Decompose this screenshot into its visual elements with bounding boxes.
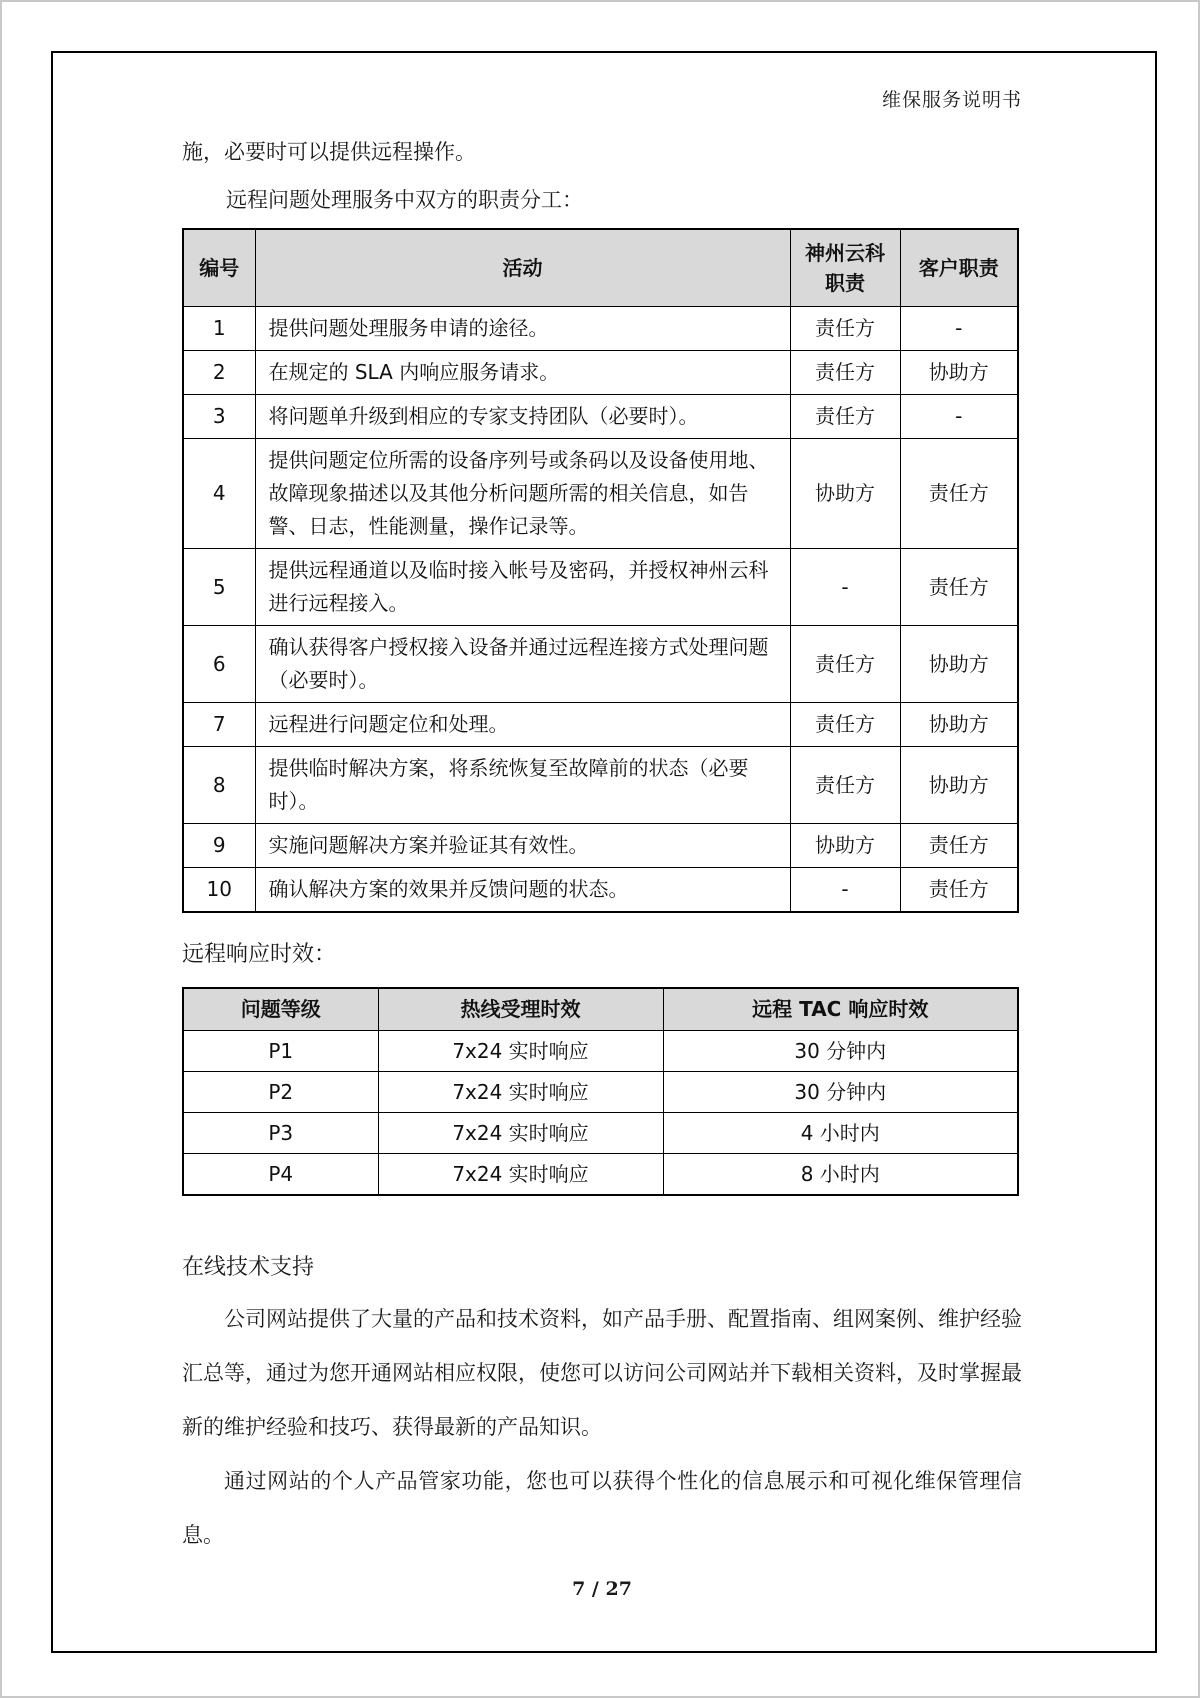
cell-activity: 将问题单升级到相应的专家支持团队（必要时）。 — [255, 395, 790, 439]
cell-activity: 提供问题处理服务申请的途径。 — [255, 307, 790, 351]
cell-no: 4 — [183, 439, 255, 549]
cell-vendor: 协助方 — [790, 439, 900, 549]
cell-activity: 确认解决方案的效果并反馈问题的状态。 — [255, 868, 790, 913]
cell-customer: - — [900, 307, 1018, 351]
cell-vendor: 责任方 — [790, 351, 900, 395]
sla-col-header: 远程 TAC 响应时效 — [663, 988, 1018, 1031]
response-time-header-row — [183, 988, 1018, 1031]
responsibility-table-row — [183, 307, 1018, 351]
table-lead-text: 远程问题处理服务中双方的职责分工： — [226, 188, 583, 212]
cell-hotline-sla: 7x24 实时响应 — [378, 1113, 663, 1154]
cell-vendor: - — [790, 868, 900, 913]
sla-table-row — [183, 1154, 1018, 1196]
responsibility-table-row — [183, 824, 1018, 868]
cell-no: 9 — [183, 824, 255, 868]
responsibility-table-row — [183, 747, 1018, 824]
responsibility-table-row — [183, 868, 1018, 913]
cell-hotline-sla: 7x24 实时响应 — [378, 1031, 663, 1072]
sla-table-row — [183, 1113, 1018, 1154]
cell-hotline-sla: 7x24 实时响应 — [378, 1072, 663, 1113]
online-support-paragraph-2: 通过网站的个人产品管家功能，您也可以获得个性化的信息展示和可视化维保管理信息。 — [182, 1469, 1022, 1547]
cell-no: 5 — [183, 549, 255, 626]
cell-customer: 协助方 — [900, 351, 1018, 395]
cell-customer: 协助方 — [900, 747, 1018, 824]
cell-problem-level: P3 — [183, 1113, 378, 1154]
continuation-text: 施，必要时可以提供远程操作。 — [182, 140, 476, 164]
cell-vendor: 责任方 — [790, 395, 900, 439]
online-support-title: 在线技术支持 — [182, 1255, 315, 1280]
cell-vendor: 责任方 — [790, 747, 900, 824]
col-header-customer: 客户职责 — [900, 229, 1018, 307]
cell-activity: 提供问题定位所需的设备序列号或条码以及设备使用地、故障现象描述以及其他分析问题所需的相关信息，如告警、日志，性能测量，操作记录等。 — [255, 439, 790, 549]
cell-vendor: 协助方 — [790, 824, 900, 868]
responsibility-table-row — [183, 549, 1018, 626]
cell-no: 8 — [183, 747, 255, 824]
responsibility-table — [182, 228, 1019, 913]
cell-no: 10 — [183, 868, 255, 913]
cell-problem-level: P1 — [183, 1031, 378, 1072]
responsibility-table-row — [183, 703, 1018, 747]
col-header-no: 编号 — [183, 229, 255, 307]
cell-customer: 责任方 — [900, 868, 1018, 913]
cell-remote-tac-sla: 30 分钟内 — [663, 1031, 1018, 1072]
cell-activity: 远程进行问题定位和处理。 — [255, 703, 790, 747]
cell-no: 3 — [183, 395, 255, 439]
page-number: 7 / 27 — [572, 1578, 632, 1600]
cell-vendor: 责任方 — [790, 703, 900, 747]
cell-activity: 实施问题解决方案并验证其有效性。 — [255, 824, 790, 868]
sla-col-header: 问题等级 — [183, 988, 378, 1031]
cell-activity: 提供临时解决方案，将系统恢复至故障前的状态（必要时）。 — [255, 747, 790, 824]
cell-customer: 责任方 — [900, 439, 1018, 549]
col-header-activity: 活动 — [255, 229, 790, 307]
cell-customer: 责任方 — [900, 824, 1018, 868]
cell-customer: - — [900, 395, 1018, 439]
response-time-title: 远程响应时效： — [182, 942, 337, 967]
cell-remote-tac-sla: 4 小时内 — [663, 1113, 1018, 1154]
sla-table-row — [183, 1031, 1018, 1072]
document-header-title: 维保服务说明书 — [881, 89, 1022, 111]
response-time-table — [182, 987, 1019, 1196]
cell-customer: 责任方 — [900, 549, 1018, 626]
cell-no: 6 — [183, 626, 255, 703]
cell-customer: 协助方 — [900, 703, 1018, 747]
cell-remote-tac-sla: 30 分钟内 — [663, 1072, 1018, 1113]
sla-col-header: 热线受理时效 — [378, 988, 663, 1031]
cell-vendor: 责任方 — [790, 626, 900, 703]
cell-customer: 协助方 — [900, 626, 1018, 703]
cell-vendor: - — [790, 549, 900, 626]
cell-no: 1 — [183, 307, 255, 351]
responsibility-table-row — [183, 439, 1018, 549]
cell-vendor: 责任方 — [790, 307, 900, 351]
cell-problem-level: P2 — [183, 1072, 378, 1113]
cell-activity: 提供远程通道以及临时接入帐号及密码，并授权神州云科进行远程接入。 — [255, 549, 790, 626]
responsibility-table-row — [183, 395, 1018, 439]
cell-remote-tac-sla: 8 小时内 — [663, 1154, 1018, 1196]
cell-activity: 在规定的 SLA 内响应服务请求。 — [255, 351, 790, 395]
responsibility-table-row — [183, 351, 1018, 395]
cell-activity: 确认获得客户授权接入设备并通过远程连接方式处理问题（必要时）。 — [255, 626, 790, 703]
cell-no: 7 — [183, 703, 255, 747]
col-header-vendor: 神州云科职责 — [790, 229, 900, 307]
cell-problem-level: P4 — [183, 1154, 378, 1196]
responsibility-table-row — [183, 626, 1018, 703]
cell-hotline-sla: 7x24 实时响应 — [378, 1154, 663, 1196]
responsibility-table-header-row — [183, 229, 1018, 307]
online-support-paragraph-1: 公司网站提供了大量的产品和技术资料，如产品手册、配置指南、组网案例、维护经验汇总等，通过为您开通网站相应权限，使您可以访问公司网站并下载相关资料，及时掌握最新的维护经验和技巧、获得最新的产品知识。 — [182, 1307, 1022, 1439]
cell-no: 2 — [183, 351, 255, 395]
sla-table-row — [183, 1072, 1018, 1113]
page-content — [182, 137, 1022, 1600]
